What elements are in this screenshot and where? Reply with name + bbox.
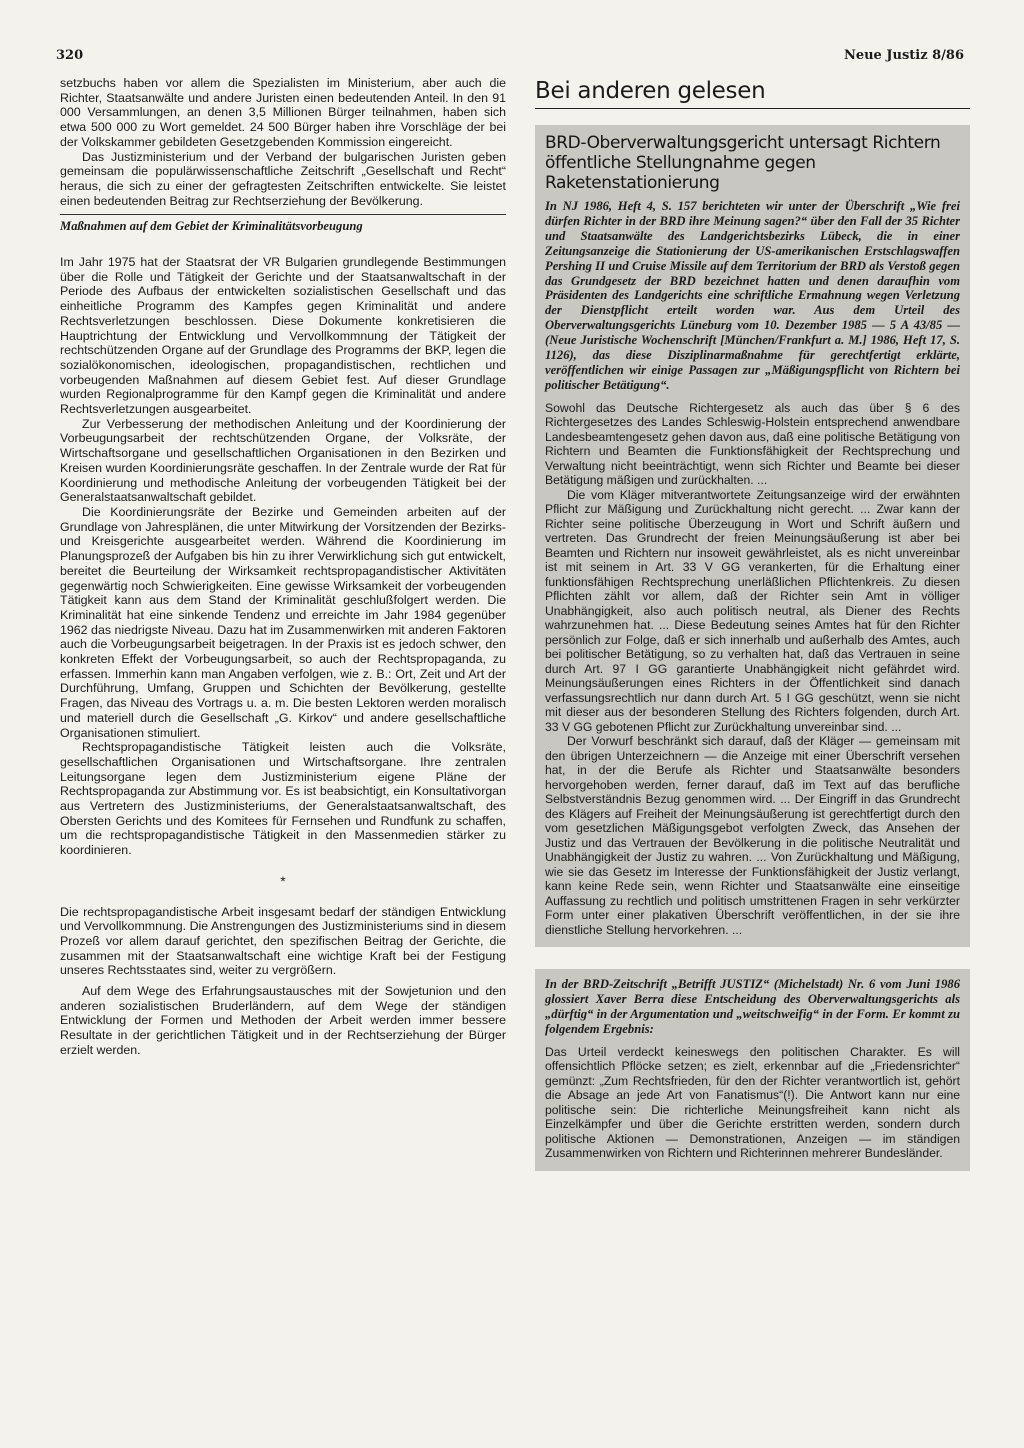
article-headline: BRD-Oberverwaltungsgericht untersagt Richtern öffentliche Stellungnahme gegen Raketenstationierung: [545, 133, 941, 193]
second-intro: In der BRD-Zeitschrift „Betrifft JUSTIZ“ (Michelstadt) Nr. 6 vom Juni 1986 glossiert Xaver Berra diese Entscheidung des Oberverwaltungsgerichts als „dürftig“ in der Argumentation und „weitschweifig“ in der Form. Er kommt zu folgendem Ergebnis:: [545, 977, 960, 1036]
quote-paragraph: Die vom Kläger mitverantwortete Zeitungsanzeige wird der erwähnten Pflicht zur Mäßigung und Zurückhaltung nicht gerecht. ... Zwar kann der Richter seine politische Überzeugung in Wort und Schrift äußern und vertreten. Das Grundrecht der freien Meinungsäußerung ist aber bei Beamten und Richtern nur insoweit gewährleistet, als es nicht unvereinbar ist mit seinem in Art. 33 V GG verankerten, für die Erhaltung einer funktionsfähigen Rechtsprechung unerläßlichen Pflichtenkreis. Zu diesen Pflichten zählt vor allem, daß der Richter sein Amt in völliger Unabhängigkeit, also auch politisch neutral, als Diener des Rechts wahrzunehmen hat. ... Diese Bedeutung seines Amtes hat für den Richter persönlich zur Folge, daß er sich innerhalb und außerhalb des Amtes, auch bei politischer Betätigung, so zu verhalten hat, daß das Vertrauen in seine durch Art. 97 I GG garantierte Unabhängigkeit nicht gefährdet wird. Meinungsäußerungen eines Richters in der Öffentlichkeit sind danach verfassungsrechtlich nur dann durch Art. 5 I GG geschützt, wenn sie nicht mit dieser aus der besonderen Stellung des Richters folgenden, durch Art. 33 V GG gebotenen Pflicht zur Zurückhaltung unvereinbar sind. ...: [545, 487, 960, 734]
quote-paragraph: Der Vorwurf beschränkt sich darauf, daß der Kläger — gemeinsam mit den übrigen Unterzeichnern — die Anzeige mit einer Überschrift versehen hat, in der die Berufe als Richter und Staatsanwälte besonders hervorgehoben werden, ferner darauf, daß im Text auf das berufliche Selbstverständnis Bezug genommen wird. ... Der Eingriff in das Grundrecht des Klägers auf Freiheit der Meinungsäußerung ist gerechtfertigt durch den vom gesetzlichen Mäßigungsgebot verfolgten Zweck, das Ansehen der Justiz und das Vertrauen der Bevölkerung in die politische Neutralität und Unabhängigkeit der Justiz zu wahren. ... Von Zurückhaltung und Mäßigung, wie sie das Gesetz im Interesse der Funktionsfähigkeit der Justiz verlangt, kann keine Rede sein, wenn Richter und Staatsanwälte eine einseitige Auffassung zu rechtlich und politisch umstrittenen Fragen in sehr verkürzter Form unter einer plakativen Überschrift veröffentlichen, in der sie ihre dienstliche Stellung hervorkehren. ...: [545, 734, 960, 937]
paragraph: Zur Verbesserung der methodischen Anleitung und der Koordinierung der Vorbeugungsarbeit der rechtschützenden Organe, der Volksräte, der Wirtschaftsorgane und gesellschaftlichen Organisationen in den Bezirken und Kreisen wurden Koordinierungsräte geschaffen. In der Zentrale wurde der Rat für Koordinierung und methodische Anleitung der vorbeugenden Tätigkeit bei der Generalstaatsanwaltschaft gebildet.: [60, 416, 506, 505]
right-column: [535, 76, 970, 1171]
journal-title: Neue Justiz 8/86: [843, 48, 964, 63]
paragraph: Die rechtspropagandistische Arbeit insgesamt bedarf der ständigen Entwicklung und Vervollkommnung. Die Anstrengungen des Justizministeriums sind in diesem Prozeß vor allem darauf gerichtet, den spezifischen Beitrag der Gerichte, die zusammen mit der Staatsanwaltschaft eine wichtige Kraft bei der Festigung unseres Rechtsstaates sind, weiter zu vergrößern.: [60, 904, 506, 978]
left-column: [60, 76, 506, 1058]
rubric-title: Bei anderen gelesen: [535, 76, 970, 109]
article-box: [535, 125, 970, 947]
quote-paragraph: Das Urteil verdeckt keineswegs den politischen Charakter. Es will offensichtlich Pflöcke setzen; es zielt, erkennbar auf die „Friedensrichter“ gemünzt: „Zum Rechtsfrieden, für den der Richter verantwortlich ist, gehört die Absage an jede Art von Fanatismus“(!). Die Antwort kann nur eine politische sein: Die richterliche Meinungsfreiheit kann nicht als Einzelkämpfer und über die Gerichte erstritten werden, sondern durch politische Aktionen — Demonstrationen, Anzeigen — im ständigen Zusammenwirken von Richtern und Richterinnen mehrerer Bundesländer.: [545, 1044, 960, 1161]
paragraph: Die Koordinierungsräte der Bezirke und Gemeinden arbeiten auf der Grundlage von Jahresplänen, die unter Mitwirkung der Vorsitzenden der Bezirks- und Kreisgerichte ausgearbeitet werden. Während die Koordinierung im Planungsprozeß der Aufgaben bis hin zu ihrer Verwirklichung sich gut entwickelt, bereitet die Beurteilung der Wirksamkeit rechtspropagandistischer Aktivitäten gegenwärtig noch Schwierigkeiten. Eine gewisse Wirksamkeit der vorbeugenden Tätigkeit kann aus dem Stand der Kriminalität geschlußfolgert werden. Die Kriminalität hat eine sinkende Tendenz und erreichte im Jahr 1984 gegenüber 1962 das niedrigste Niveau. Dazu hat im Zusammenwirken mit anderen Faktoren auch die Vorbeugungsarbeit beigetragen. In der Praxis ist es jedoch schwer, den konkreten Effekt der Vorbeugungsarbeit, so auch der Rechtspropaganda, zu erfassen. Immerhin kann man Angaben verfolgen, wie z. B.: Ort, Zeit und Art der Durchführung, Umfang, Gruppen und Schichten der Bevölkerung, gestellte Fragen, das Niveau des Vortrags u. a. m. Die besten Lektoren werden moralisch und materiell durch die Gesellschaft „G. Kirkov“ und andere gesellschaftliche Organisationen stimuliert.: [60, 504, 506, 740]
page-header: [56, 48, 964, 66]
article-intro: In NJ 1986, Heft 4, S. 157 berichteten wir unter der Überschrift „Wie frei dürfen Richter in der BRD ihre Meinung sagen?“ über den Fall der 35 Richter und Staatsanwälte des Landgerichtsbezirks Lübeck, die in einer Zeitungsanzeige die Stationierung der US-amerikanischen Erstschlagswaffen Pershing II und Cruise Missile auf dem Territorium der BRD als Verstoß gegen das Grundgesetz der BRD bezeichnet hatten und denen daraufhin vom Präsidenten des Landgerichts eine schriftliche Ermahnung wegen Verletzung der Dienstpflicht erteilt worden war. Aus dem Urteil des Oberverwaltungsgerichts Lüneburg vom 10. Dezember 1985 — 5 A 43/85 — (Neue Juristische Wochenschrift [München/Frankfurt a. M.] 1986, Heft 17, S. 1126), das diese Disziplinarmaßnahme für gerechtfertigt erklärte, veröffentlichen wir einige Passagen zur „Mäßigungspflicht von Richtern bei politischer Betätigung“.: [545, 199, 960, 392]
paragraph: Auf dem Wege des Erfahrungsaustausches mit der Sowjetunion und den anderen sozialistischen Bruderländern, auf dem Wege der ständigen Entwicklung der Formen und Methoden der Arbeit werden immer bessere Resultate in der gerichtlichen Tätigkeit und in der Rechtserziehung der Bürger erzielt werden.: [60, 984, 506, 1057]
section-break-asterisk: *: [280, 872, 286, 889]
section-heading: Maßnahmen auf dem Gebiet der Kriminalitätsvorbeugung: [60, 219, 363, 234]
paragraph: Im Jahr 1975 hat der Staatsrat der VR Bulgarien grundlegende Bestimmungen über die Rolle und Tätigkeit der Gerichte und der Staatsanwaltschaft in der Periode des Aufbaus der entwickelten sozialistischen Gesellschaft und das einheitliche Programm des Kampfes gegen Kriminalität und andere Rechtsverletzungen beschlossen. Diese Dokumente konkretisieren die Hauptrichtung der Entwicklung und Vervollkommnung der Tätigkeit der rechtschützenden Organe auf der Grundlage des Programms der BKP, legen die sozialökonomischen, ideologischen, propagandistischen, rechtlichen und vorbeugenden Maßnahmen auf diesem Gebiet fest. Auf dieser Grundlage wurden Regionalprogramme für den Kampf gegen die Kriminalität und andere Rechtsverletzungen ausgearbeitet.: [60, 255, 506, 417]
paragraph: setzbuchs haben vor allem die Spezialisten im Ministerium, aber auch die Richter, Staatsanwälte und andere Juristen einen bedeutenden Anteil. In den 91 000 Versammlungen, an denen 3,5 Millionen Bürger teilnahmen, haben sich etwa 500 000 zu Wort gemeldet. 24 500 Bürger haben ihre Vorschläge der bei der Volkskammer gebildeten Gesetzgebenden Kommission eingereicht.: [60, 76, 506, 149]
article-box-second: [535, 969, 970, 1171]
paragraph: Rechtspropagandistische Tätigkeit leisten auch die Volksräte, gesellschaftlichen Organisationen und Wirtschaftsorgane. Ihre zentralen Leitungsorgane legen dem Justizministerium eigene Pläne der Rechtspropaganda zur Abstimmung vor. Es ist beabsichtigt, ein Konsultativorgan aus Vertretern des Justizministeriums, der Generalstaatsanwaltschaft, des Obersten Gerichts und des Komitees für Fernsehen und Rundfunk zu schaffen, um die rechtspropagandistische Tätigkeit in den Massenmedien stärker zu koordinieren.: [60, 740, 506, 858]
quote-paragraph: Sowohl das Deutsche Richtergesetz als auch das über § 6 des Richtergesetzes des Landes Schleswig-Holstein entsprechend anwendbare Landesbeamtengesetz gehen davon aus, daß eine politische Betätigung von Richtern und Beamten die Funktionsfähigkeit der Rechtsprechung und Verwaltung nicht beeinträchtigt, wenn sich Richter und Beamte bei dieser Betätigung mäßigen und zurückhalten. ...: [545, 400, 960, 488]
page-number: 320: [56, 48, 84, 63]
paragraph: Das Justizministerium und der Verband der bulgarischen Juristen geben gemeinsam die populärwissenschaftliche Zeitschrift „Gesellschaft und Recht“ heraus, die sich zu einer der gefragtesten Zeitschriften entwickelte. Sie leistet einen bedeutenden Beitrag zur Rechtserziehung der Bevölkerung.: [60, 149, 506, 208]
